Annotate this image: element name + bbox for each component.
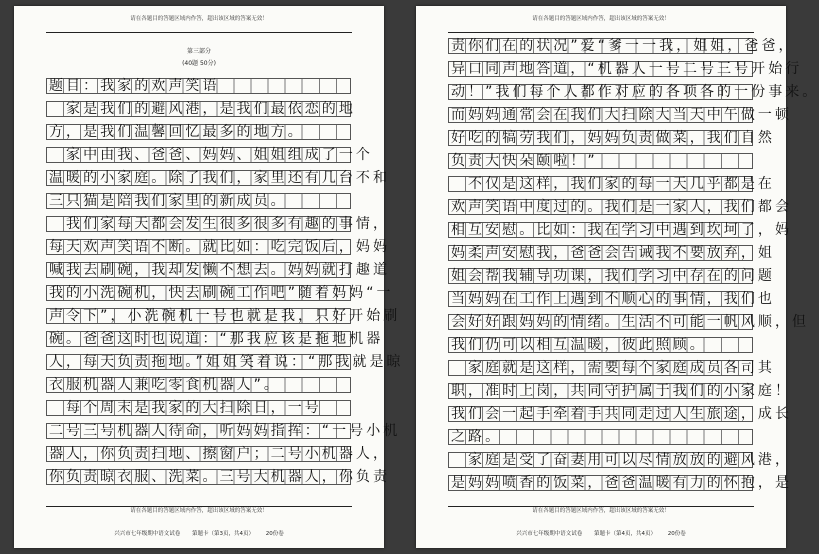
handwritten-line: 每个周末是我家的大扫除日，一号 [49, 400, 322, 416]
handwritten-line: 责你们在的状况”爱“爹一一我，姐姐，爸爸， [451, 38, 796, 54]
handwritten-line: 欢声笑语中度过的。我们是一家人，我们都会 [451, 199, 792, 215]
grid-row [46, 124, 351, 140]
handwritten-line: 不仅是这样，我们家的每一天几乎都是在 [451, 176, 775, 192]
grid-row [448, 383, 792, 399]
grid-row [46, 331, 384, 347]
handwritten-line: 家庭就是这样，需要每个家庭成员各司其 [451, 360, 775, 376]
grid-row [46, 239, 390, 255]
handwritten-line: 妈柔声安慰我，爸爸会告诫我不要放弃，姐 [451, 245, 775, 261]
bottom-rule [46, 506, 352, 507]
grid-row [448, 475, 792, 491]
grid-row [448, 176, 775, 192]
footer-page: 第题卡（第4页，共4页） [594, 531, 656, 537]
grid-row [448, 199, 792, 215]
grid-row [46, 170, 390, 186]
handwritten-line: 当妈妈在工作上遇到不顺心的事情，我们也 [451, 291, 775, 307]
grid-row [46, 377, 351, 393]
grid-row [448, 38, 796, 54]
grid-row [448, 291, 775, 307]
handwritten-line: 器人，你负责扫地、擦窗户；二号小机器人， [49, 446, 390, 462]
grid-row [448, 360, 775, 376]
handwritten-line: 温暖的小家庭。除了我们，家里还有几台不和 [49, 170, 390, 186]
top-rule [448, 32, 754, 33]
grid-row [46, 216, 390, 232]
handwritten-line: 好吃的犒劳我们，妈妈负责做菜，我们自然 [451, 130, 775, 146]
page-footer [14, 529, 384, 537]
footer-code: 20份卷 [667, 531, 686, 537]
handwritten-line: 我们家每天都会发生很多很多有趣的事情， [49, 216, 390, 232]
grid-row [46, 354, 404, 370]
grid-row [448, 222, 792, 238]
handwritten-line: 之路。 [451, 429, 503, 445]
footer-school: 兴兴市七年级期中语文试卷 [516, 531, 583, 537]
bottom-rule [448, 506, 754, 507]
handwritten-line: 每天欢声笑语不断。就比如：吃完饭后，妈妈 [49, 239, 390, 255]
handwritten-line: 三只猫是陪我们家里的新成员。 [49, 193, 288, 209]
handwritten-line: 我们会一起手牵着手共同走过人生旅途，成长 [451, 406, 792, 422]
handwritten-line: 负责大快朵颐啦！” [451, 153, 598, 169]
grid-row [448, 245, 775, 261]
grid-row [448, 130, 775, 146]
handwritten-line: 碗。爸爸这时也说道：“那我应该是拖地机器 [49, 331, 384, 347]
answer-sheet-page-left [14, 6, 404, 548]
handwritten-line: 衣服机器人兼吃零食机器人”。 [49, 377, 281, 393]
grid-row [448, 406, 792, 422]
handwritten-line: 我们仍可以相互温暖，彼此照顾。 [451, 337, 707, 353]
grid-row [448, 429, 753, 445]
grid-row [46, 262, 390, 278]
grid-row [448, 337, 753, 353]
grid-row [46, 308, 401, 324]
composition-grid-right [448, 38, 819, 498]
section-heading: 第三部分 [186, 48, 211, 55]
grid-row [46, 193, 351, 209]
grid-row [448, 452, 792, 468]
grid-row [46, 101, 356, 117]
footer-page: 第题卡（第3页，共4页） [192, 531, 254, 537]
handwritten-line: 你负责晾衣服、洗菜。三号大机器人，你负责 [49, 469, 390, 485]
handwritten-line: 会好好跟妈妈的情绪。生活不可能一帆风顺，但 [451, 314, 810, 330]
grid-row [448, 153, 753, 169]
handwritten-line: 是妈妈喷香的饭菜，爸爸温暖有力的怀抱，是 [451, 475, 792, 491]
handwritten-line: 题目：我家的欢声笑语 [49, 78, 220, 94]
handwritten-line: 我的小洗碗机，快去刷碗工作吧”随着妈妈“一 [49, 285, 394, 301]
top-rule [46, 32, 352, 33]
composition-grid-left [46, 78, 404, 492]
handwritten-line: 异口同声地答道，“机器人一号二号三号开始行 [451, 61, 803, 77]
footer-school: 兴兴市七年级期中语文试卷 [114, 531, 181, 537]
bottom-notice: 请在各题目的答题区域内作答，超出该区域的答案无效！ [532, 508, 670, 514]
page-footer [416, 529, 786, 537]
grid-row [448, 61, 803, 77]
grid-row [46, 285, 394, 301]
grid-row [448, 107, 792, 123]
handwritten-line: 方，是我们温馨回忆最多的地方。 [49, 124, 305, 140]
section-points: (40题 50分) [182, 60, 216, 67]
grid-row [448, 268, 775, 284]
handwritten-line: 喊我去刷碗，我却发懒不想去。妈妈就打趣道 [49, 262, 390, 278]
handwritten-line: 动！”我们每个人都作对应的各项各的一份事来。 [451, 84, 819, 100]
grid-row [46, 446, 390, 462]
handwritten-line: 家中由我、爸爸、妈妈、姐姐组成了一个 [49, 147, 373, 163]
handwritten-line: 声令下”，小洗碗机一号也就是我，只好开始刷 [49, 308, 401, 324]
top-notice: 请在各题目的答题区域内作答，超出该区域的答案无效！ [532, 16, 670, 22]
handwritten-line: 相互安慰。比如：我在学习中遇到坎坷了，妈 [451, 222, 792, 238]
handwritten-line: 二号三号机器人待命，听妈妈指挥：“一号小机 [49, 423, 401, 439]
bottom-notice: 请在各题目的答题区域内作答，超出该区域的答案无效！ [130, 508, 268, 514]
grid-row [46, 400, 351, 416]
grid-row [46, 78, 351, 94]
handwritten-line: 职，准时上岗，共同守护属于我们的小家庭！ [451, 383, 792, 399]
handwritten-line: 姐会帮我辅导功课，我们学习中存在的问题 [451, 268, 775, 284]
answer-sheet-page-right [416, 6, 819, 548]
grid-row [448, 84, 819, 100]
handwritten-line: 而妈妈通常会在我们大扫除大当天中午做一顿 [451, 107, 792, 123]
handwritten-line: 人，每天负责拖地。”姐姐笑着说：“那我就是晾 [49, 354, 404, 370]
grid-row [46, 423, 401, 439]
grid-row [46, 147, 373, 163]
grid-row [448, 314, 810, 330]
top-notice: 请在各题目的答题区域内作答，超出该区域的答案无效！ [130, 16, 268, 22]
grid-row [46, 469, 390, 485]
footer-code: 20份卷 [265, 531, 284, 537]
handwritten-line: 家庭是受了奋妻用可以尽情放放的避风港， [451, 452, 792, 468]
handwritten-line: 家是我们的避风港，是我们最依恋的地 [49, 101, 356, 117]
